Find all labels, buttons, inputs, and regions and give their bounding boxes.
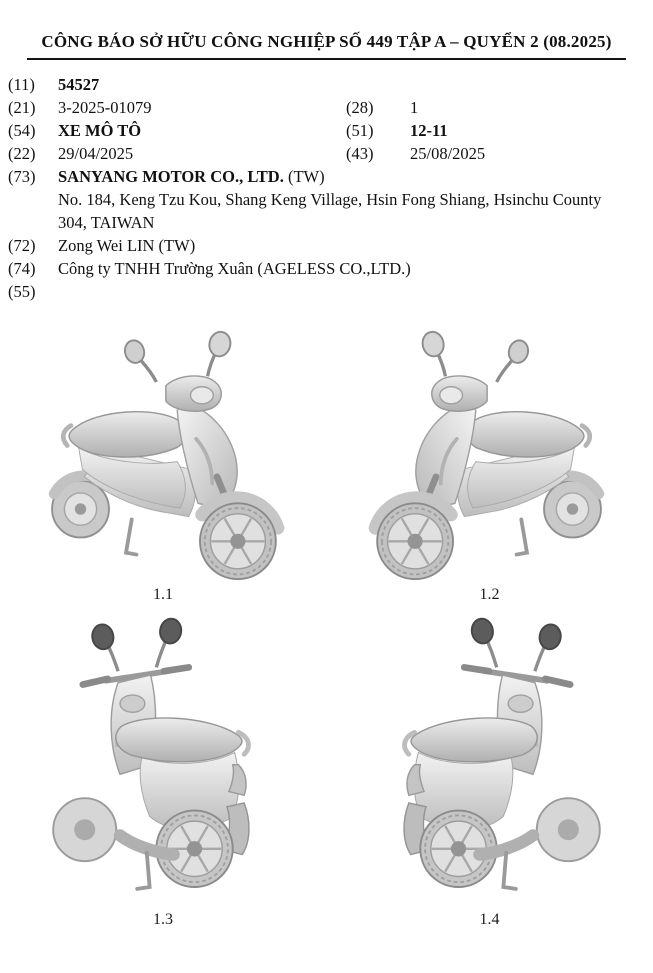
inid-code-51: (51)	[346, 121, 374, 140]
holder-country: (TW)	[283, 167, 325, 186]
field-row-73-address2	[8, 211, 647, 234]
field-row-72	[8, 234, 647, 257]
author-name: Zong Wei LIN (TW)	[58, 236, 196, 255]
field-row-73-address1	[8, 188, 647, 211]
publication-date: 25/08/2025	[410, 144, 486, 163]
page-title: CÔNG BÁO SỞ HỮU CÔNG NGHIỆP SỐ 449 TẬP A – QUYỂN 2 (08.2025)	[27, 32, 626, 60]
bibliographic-data	[8, 73, 647, 303]
figure-1-2	[365, 327, 615, 604]
inid-code-74: (74)	[8, 259, 36, 278]
holder-name: SANYANG MOTOR CO., LTD.	[58, 167, 284, 186]
inid-code-73: (73)	[8, 167, 36, 186]
holder-line	[58, 165, 647, 188]
registration-number: 54527	[58, 75, 100, 94]
inid-code-72: (72)	[8, 236, 36, 255]
field-row-73	[8, 165, 647, 188]
figure-label: 1.2	[479, 586, 500, 603]
inid-code-11: (11)	[8, 75, 35, 94]
scooter-front-left-view-image	[365, 327, 615, 583]
inid-code-22: (22)	[8, 144, 36, 163]
inid-code-55: (55)	[8, 282, 36, 301]
field-row-11	[8, 73, 647, 96]
inid-code-54: (54)	[8, 121, 36, 140]
scooter-front-right-view-image	[38, 327, 288, 583]
representative-name: Công ty TNHH Trường Xuân (AGELESS CO.,LTD.)	[58, 259, 411, 278]
holder-address-line2: 304, TAIWAN	[58, 213, 155, 232]
figure-1-1	[38, 327, 288, 604]
design-figures	[0, 327, 653, 929]
figure-1-3	[34, 612, 292, 929]
inid-code-28: (28)	[346, 98, 374, 117]
field-row-74	[8, 257, 647, 280]
figure-1-4	[361, 612, 619, 929]
holder-address-line1: No. 184, Keng Tzu Kou, Shang Keng Village, Hsin Fong Shiang, Hsinchu County	[58, 190, 602, 209]
figure-label: 1.4	[479, 911, 500, 928]
inid-code-21: (21)	[8, 98, 36, 117]
inid-code-43: (43)	[346, 144, 374, 163]
design-title: XE MÔ TÔ	[58, 121, 142, 140]
field-row-21-28	[8, 96, 647, 119]
figure-label: 1.3	[153, 911, 173, 928]
field-row-22-43	[8, 142, 647, 165]
field-row-55	[8, 280, 647, 303]
design-count: 1	[410, 98, 419, 117]
locarno-class: 12-11	[410, 121, 448, 140]
application-number: 3-2025-01079	[58, 98, 152, 117]
scooter-rear-left-view-image	[34, 612, 292, 908]
figure-label: 1.1	[153, 586, 173, 603]
scooter-rear-right-view-image	[361, 612, 619, 908]
field-row-54-51	[8, 119, 647, 142]
filing-date: 29/04/2025	[58, 144, 134, 163]
